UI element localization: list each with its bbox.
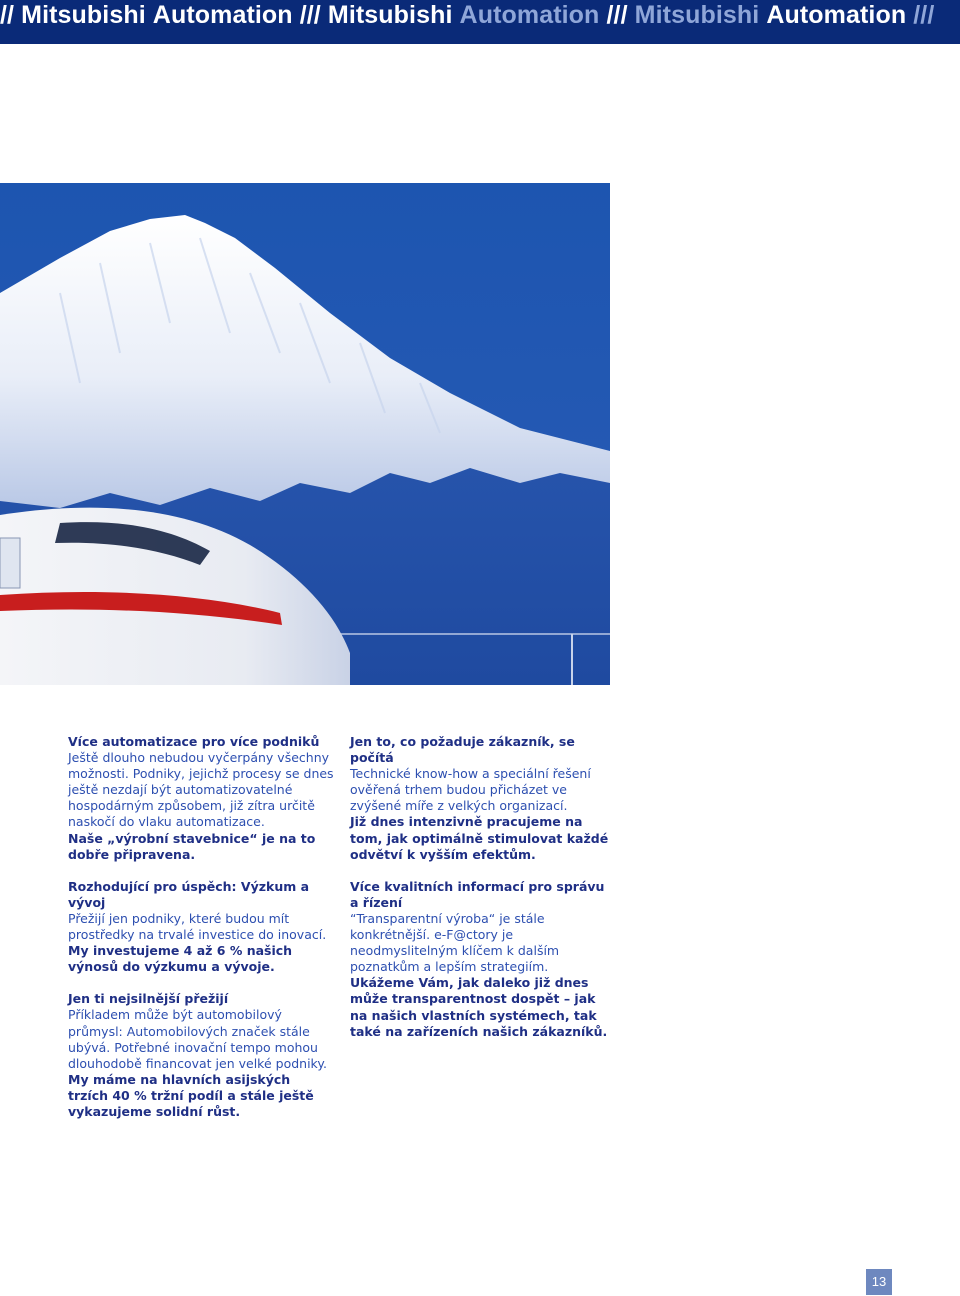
section-research [68,879,334,976]
section-heading: Více automatizace pro více podniků [68,734,320,749]
section-highlight: My investujeme 4 až 6 % našich výnosů do výzkumu a vývoje. [68,943,293,975]
section-customer [350,734,616,863]
section-strongest [68,991,334,1120]
banner-text [0,0,934,30]
section-heading: Více kvalitních informací pro správu a řízení [350,878,605,910]
section-heading: Jen to, co požaduje zákazník, se počítá [350,734,575,766]
page-number: 13 [866,1269,892,1295]
banner-segment: Mitsubishi [327,1,453,29]
section-text: “Transparentní výroba“ je stále konkrétnější. e-F@ctory je neodmyslitelným klíčem k dalším poznatkům a lepším strategiím. [350,910,560,975]
banner-segment: /// [599,1,635,29]
section-text: Technické know-how a speciální řešení ověřená trhem budou přicházet ve zvýšené míře z velkých organizací. [350,766,591,814]
banner-segment: /// [906,1,935,29]
header-banner [0,0,960,44]
section-highlight: Již dnes intenzivně pracujeme na tom, jak optimálně stimulovat každé odvětví k vyšším efektům. [350,814,609,862]
section-heading: Rozhodující pro úspěch: Výzkum a vývoj [68,878,310,910]
banner-segment: Automation [759,1,907,29]
section-heading: Jen ti nejsilnější přežijí [68,991,229,1007]
section-highlight: Ukážeme Vám, jak daleko již dnes může transparentnost dospět – jak na našich vlastních systémech, tak také na zařízeních našich zákazníků. [350,975,608,1039]
banner-segment: Mitsubishi [634,1,760,29]
banner-segment: Automation [452,1,600,29]
train-door [0,538,20,588]
mountain-train-illustration [0,183,610,685]
section-more-automation [68,734,334,863]
banner-segment: // Mitsubishi [0,1,153,29]
section-information [350,879,616,1040]
banner-segment: /// [292,1,328,29]
left-column [68,734,334,1136]
section-text: Příkladem může být automobilový průmysl: Automobilových značek stále ubývá. Potřebné inovační tempo mohou dlouhodobě financovat jen velké podniky. [68,1007,327,1071]
section-highlight: Naše „výrobní stavebnice“ je na to dobře připravena. [68,830,316,862]
banner-segment: Automation [152,1,293,29]
right-column [350,734,616,1056]
section-highlight: My máme na hlavních asijských trzích 40 % tržní podíl a stále ještě vykazujeme solidní růst. [68,1071,314,1119]
section-text: Přežijí jen podniky, které budou mít prostředky na trvalé investice do inovací. [68,910,327,943]
cover-photo [0,183,610,685]
section-text: Ještě dlouho nebudou vyčerpány všechny možnosti. Podniky, jejichž procesy se dnes ještě nezdají být automatizovatelné hospodárným způsobem, již zítra určitě naskočí do vlaku automatizace. [68,750,334,830]
